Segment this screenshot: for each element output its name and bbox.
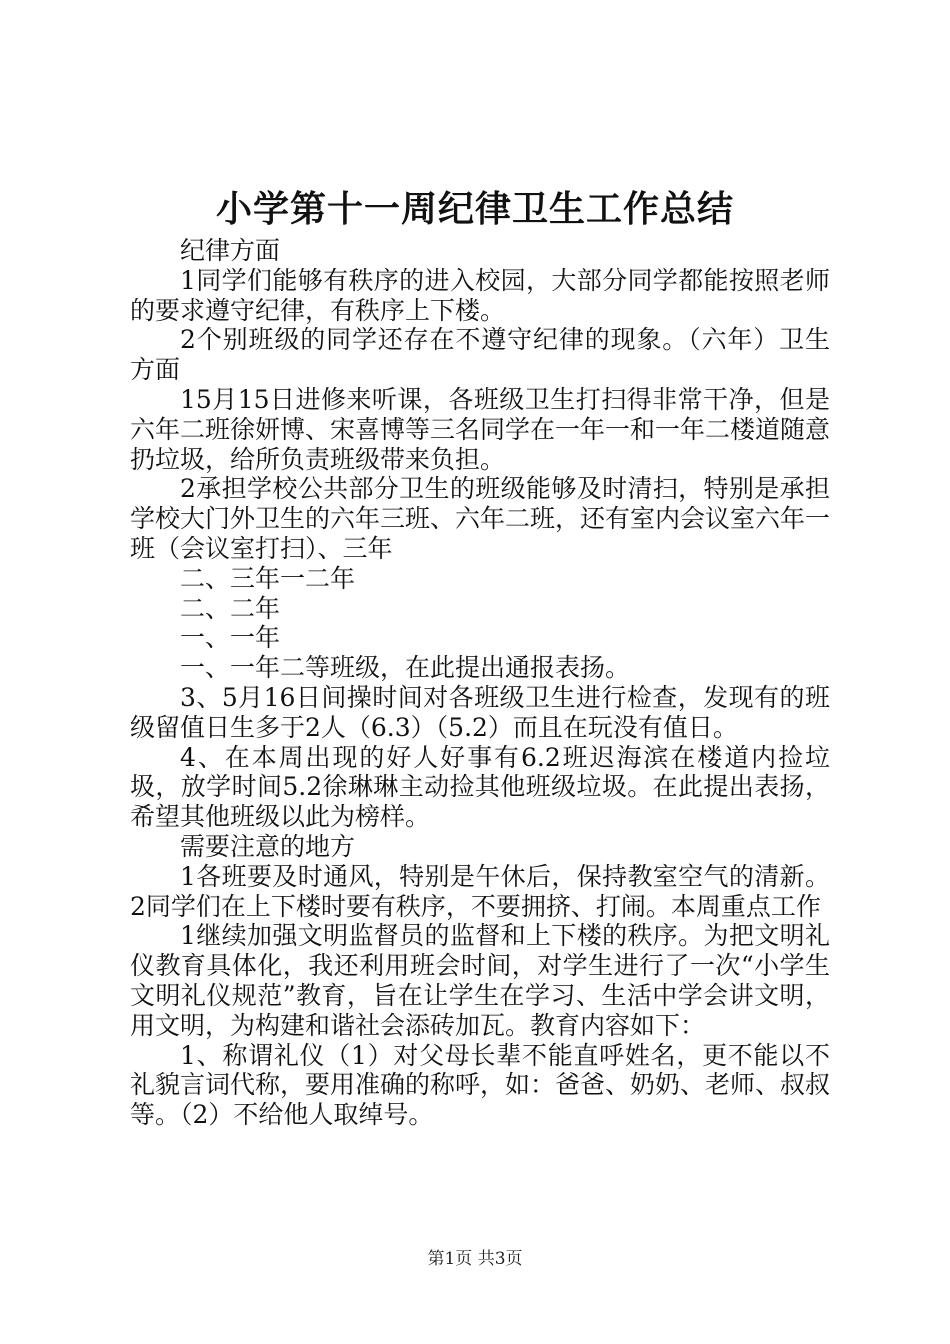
paragraph: 2承担学校公共部分卫生的班级能够及时清扫，特别是承担学校大门外卫生的六年三班、六年二班，还有室内会议室六年一班（会议室打扫）、三年 xyxy=(130,474,831,563)
paragraph: 一、一年 xyxy=(180,623,281,653)
section-heading-discipline: 纪律方面 xyxy=(180,236,281,265)
paragraph: 1同学们能够有秩序的进入校园，大部分同学都能按照老师的要求遵守纪律，有秩序上下楼。 xyxy=(130,265,830,325)
paragraph: 1、称谓礼仪（1）对父母长辈不能直呼姓名，更不能以不礼貌言词代称，要用准确的称呼，如：爸爸、奶奶、老师、叔叔等。（2）不给他人取绰号。 xyxy=(130,1040,831,1130)
document-title: 小学第十一周纪律卫生工作总结 xyxy=(215,189,734,230)
paragraph: 二、二年 xyxy=(180,593,281,623)
paragraph: 2个别班级的同学还存在不遵守纪律的现象。（六年）卫生方面 xyxy=(130,325,830,385)
page-footer: 第1页 共3页 xyxy=(427,1249,523,1269)
paragraph: 1继续加强文明监督员的监督和上下楼的秩序。为把文明礼仪教育具体化，我还利用班会时间，对学生进行了一次“小学生文明礼仪规范”教育，旨在让学生在学习、生活中学会讲文明，用文明，为构建和谐社会添砖加瓦。教育内容如下： xyxy=(130,921,830,1040)
paragraph: 二、三年一二年 xyxy=(180,563,356,593)
paragraph: 4、在本周出现的好人好事有6.2班迟海滨在楼道内捡垃圾，放学时间5.2徐琳琳主动捡其他班级垃圾。在此提出表扬，希望其他班级以此为榜样。 xyxy=(130,742,830,832)
document-body xyxy=(130,236,830,1130)
paragraph: 15月15日进修来听课，各班级卫生打扫得非常干净，但是六年二班徐妍博、宋喜博等三名同学在一年一和一年二楼道随意扔垃圾，给所负责班级带来负担。 xyxy=(130,384,831,474)
paragraph: 一、一年二等班级，在此提出通报表扬。 xyxy=(180,653,631,683)
paragraph: 3、5月16日间操时间对各班级卫生进行检查，发现有的班级留值日生多于2人（6.3）（5.2）而且在玩没有值日。 xyxy=(130,682,830,742)
paragraph: 1各班要及时通风，特别是午休后，保持教室空气的清新。2同学们在上下楼时要有秩序，不要拥挤、打闹。本周重点工作 xyxy=(130,861,830,921)
section-heading-attention: 需要注意的地方 xyxy=(180,831,356,861)
